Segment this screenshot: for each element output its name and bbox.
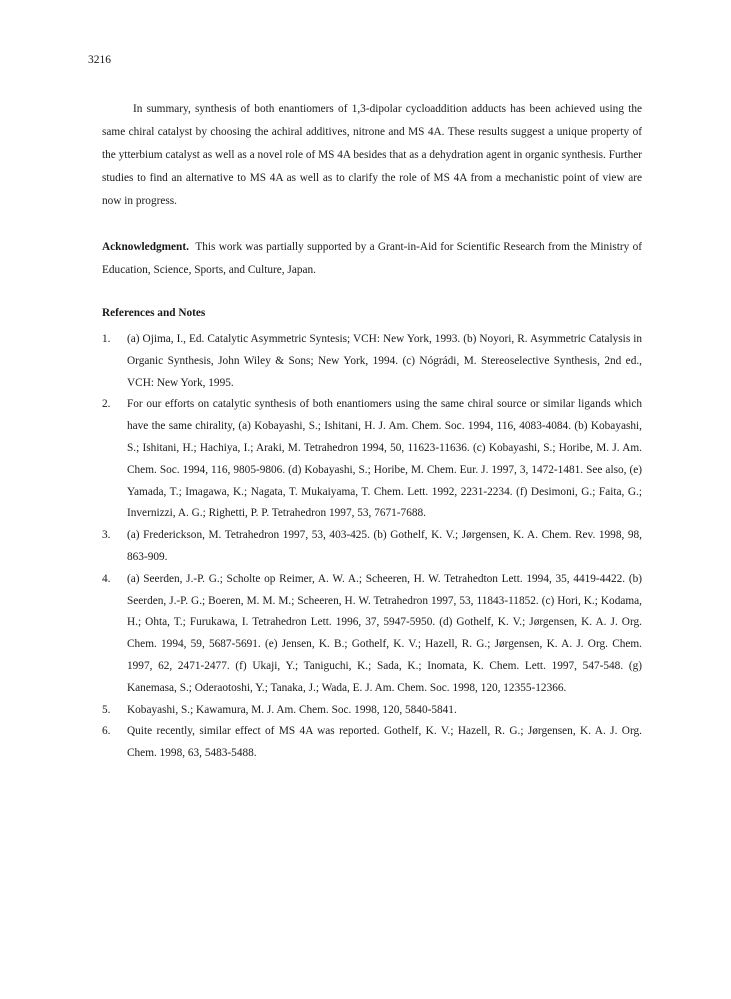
reference-text: Kobayashi, S.; Kawamura, M. J. Am. Chem. Soc. 1998, 120, 5840-5841. [127,703,457,716]
acknowledgment-text: This work was partially supported by a Grant-in-Aid for Scientific Research from the Ministry of Education, Science, Sports, and Culture, Japan. [102,241,642,276]
reference-item [102,700,642,722]
reference-text: (a) Frederickson, M. Tetrahedron 1997, 53, 403-425. (b) Gothelf, K. V.; Jørgensen, K. A. Chem. Rev. 1998, 98, 863-909. [127,529,642,563]
reference-item [102,525,642,569]
reference-text: (a) Ojima, I., Ed. Catalytic Asymmetric Syntesis; VCH: New York, 1993. (b) Noyori, R. Asymmetric Catalysis in Organic Synthesis, John Wiley & Sons; New York, 1994. (c) Nógrádi, M. Stereoselective Synthesis, 2nd ed., VCH: New York, 1995. [127,333,642,389]
reference-number: 2. [102,398,111,411]
references-heading: References and Notes [102,307,206,319]
reference-number: 6. [102,725,111,738]
acknowledgment-paragraph [102,236,642,282]
reference-number: 1. [102,333,111,345]
acknowledgment-heading: Acknowledgment. [102,241,189,253]
summary-paragraph: In summary, synthesis of both enantiomers of 1,3-dipolar cycloaddition adducts has been achieved using the same chiral catalyst by choosing the achiral additives, nitrone and MS 4A. These results suggest a unique property of the ytterbium catalyst as well as a novel role of MS 4A besides that as a dehydration agent in organic synthesis. Further studies to find an alternative to MS 4A as well as to clarify the role of MS 4A from a mechanistic point of view are now in progress. [102,103,642,207]
reference-text: For our efforts on catalytic synthesis of both enantiomers using the same chiral source or similar ligands which have the same chirality, (a) Kobayashi, S.; Ishitani, H. J. Am. Chem. Soc. 1994, 116, 4083-4084. (b) Kobayashi, S.; Ishitani, H.; Hachiya, I.; Araki, M. Tetrahedron 1994, 50, 11623-11636. (c) Kobayashi, S.; Horibe, M. J. Am. Chem. Soc. 1994, 116, 9805-9806. (d) Kobayashi, S.; Horibe, M. Chem. Eur. J. 1997, 3, 1472-1481. See also, (e) Yamada, T.; Imagawa, K.; Nagata, T. Mukaiyama, T. Chem. Lett. 1992, 2231-2234. (f) Desimoni, G.; Faita, G.; Invernizzi, A. G.; Righetti, P. P. Tetrahedron 1997, 53, 7671-7688. [127,398,642,520]
reference-number: 4. [102,572,111,585]
reference-number: 5. [102,703,111,716]
reference-item [102,721,642,765]
reference-text: Quite recently, similar effect of MS 4A was reported. Gothelf, K. V.; Hazell, R. G.; Jørgensen, K. A. J. Org. Chem. 1998, 63, 5483-5488. [127,725,642,760]
reference-number: 3. [102,529,111,542]
reference-item [102,569,642,700]
references-list [102,329,642,765]
reference-item [102,329,642,394]
page-number: 3216 [88,54,111,66]
reference-item [102,394,642,525]
reference-text: (a) Seerden, J.-P. G.; Scholte op Reimer, A. W. A.; Scheeren, H. W. Tetrahedton Lett. 1994, 35, 4419-4422. (b) Seerden, J.-P. G.; Boeren, M. M. M.; Scheeren, H. W. Tetrahedron 1997, 53, 11843-11852. (c) Hori, K.; Kodama, H.; Ohta, T.; Furukawa, I. Tetrahedron Lett. 1996, 37, 5947-5950. (d) Gothelf, K. V.; Jørgensen, K. A. J. Org. Chem. 1994, 59, 5687-5691. (e) Jensen, K. B.; Gothelf, K. V.; Hazell, R. G.; Jørgensen, K. A. J. Org. Chem. 1997, 62, 2471-2477. (f) Ukaji, Y.; Taniguchi, K.; Sada, K.; Inomata, K. Chem. Lett. 1997, 547-548. (g) Kanemasa, S.; Oderaotoshi, Y.; Tanaka, J.; Wada, E. J. Am. Chem. Soc. 1998, 120, 12355-12366. [127,572,642,694]
